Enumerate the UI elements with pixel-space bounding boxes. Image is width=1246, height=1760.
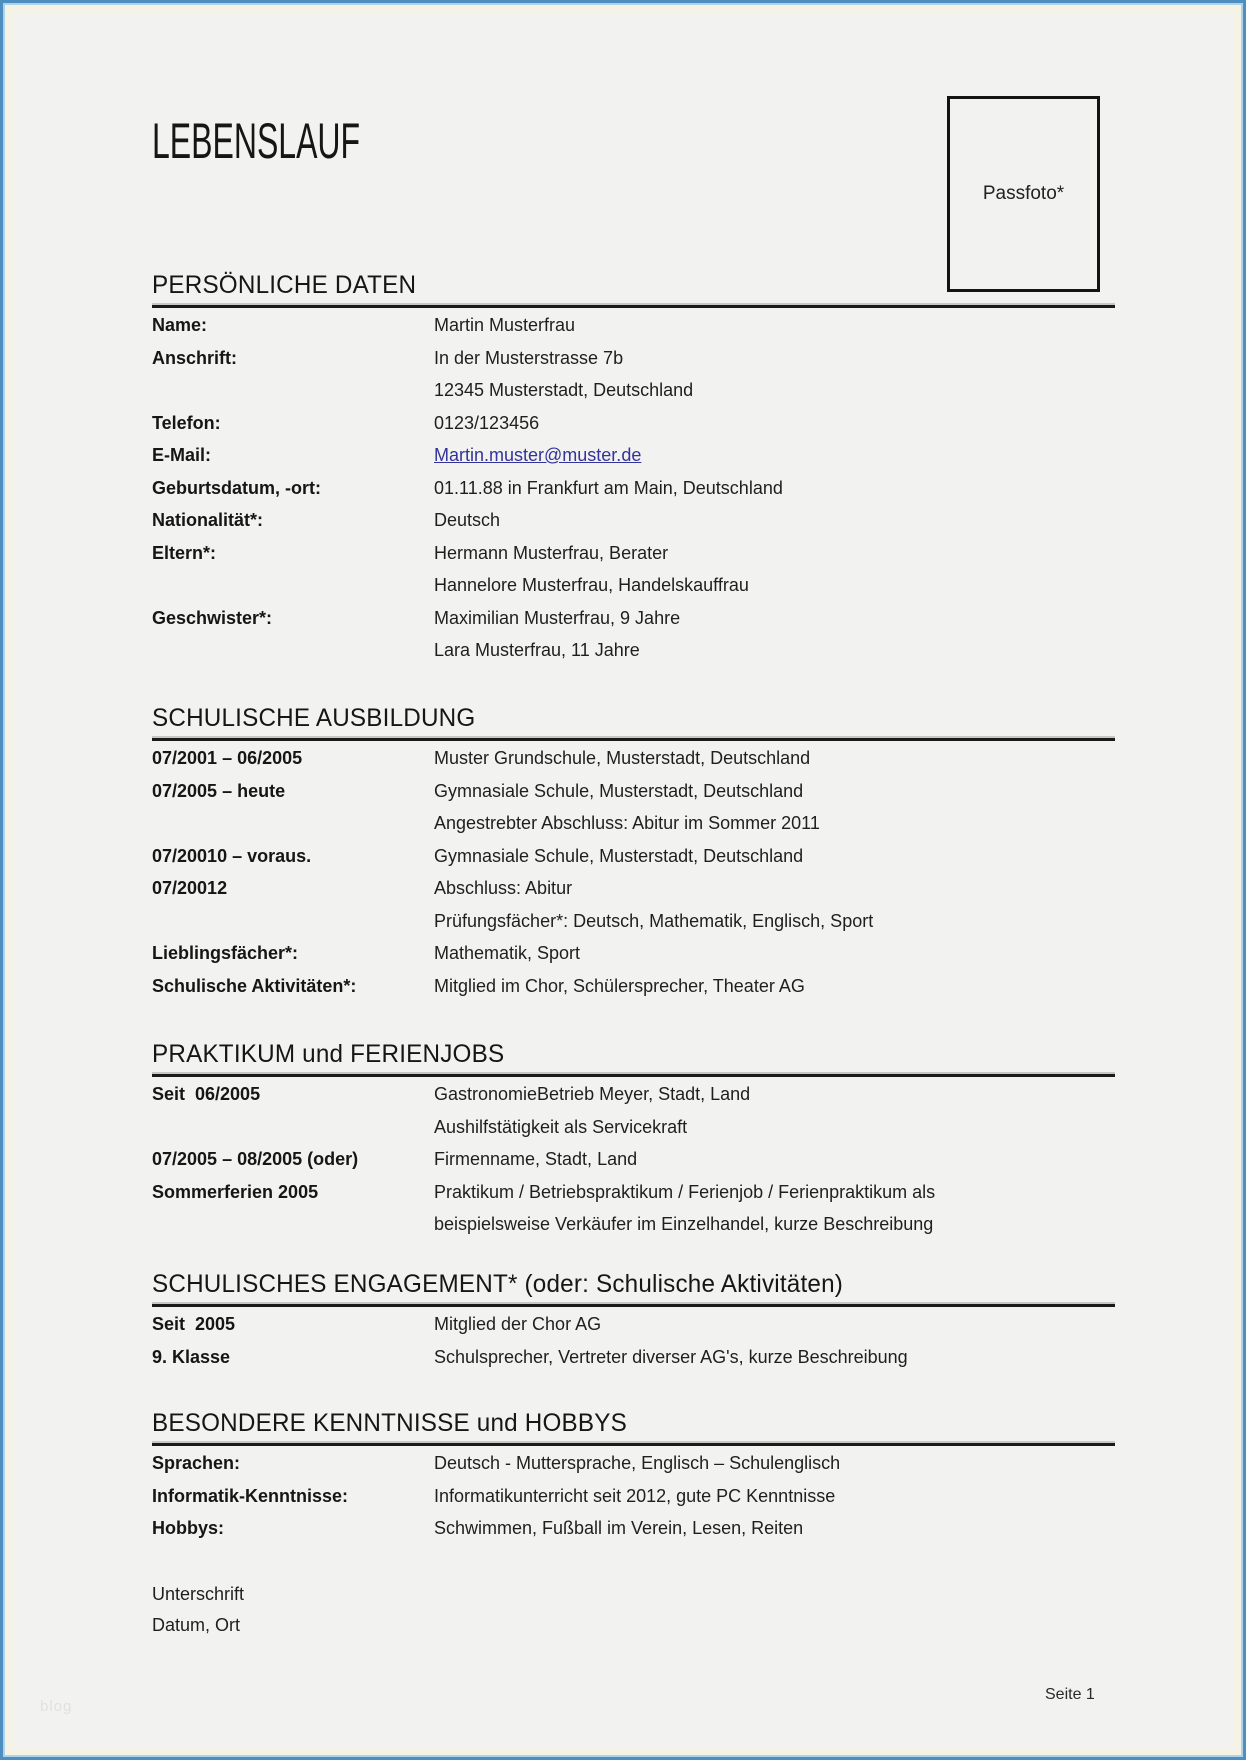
row-value (434, 1078, 1115, 1143)
row-value (434, 537, 1115, 602)
row-value (434, 342, 1115, 407)
row-label-line: 07/20010 – voraus. (152, 845, 312, 866)
row-value (434, 472, 1115, 505)
row-label (152, 840, 434, 905)
section-rows-school-engagement (152, 1308, 1115, 1373)
section-divider (152, 1074, 1115, 1077)
row-label (152, 504, 434, 537)
row-value-line: Schwimmen, Fußball im Verein, Lesen, Reiten (434, 1518, 804, 1538)
row-value-line: beispielsweise Verkäufer im Einzelhandel, kurze Beschreibung (434, 1214, 934, 1234)
row (152, 472, 1115, 505)
section-divider (152, 738, 1115, 741)
row (152, 439, 1115, 472)
section-rows-internships-jobs (152, 1078, 1115, 1241)
row-value-line: Deutsch (434, 510, 501, 530)
row-value (434, 439, 1115, 472)
section-school-education (152, 704, 1115, 1002)
row-label-line: 9. Klasse (152, 1346, 231, 1367)
row-label-line: 07/2005 – heute (152, 780, 286, 801)
row-value (434, 1512, 1115, 1545)
row-value-line: Muster Grundschule, Musterstadt, Deutschland (434, 748, 811, 768)
row-label (152, 970, 434, 1003)
row (152, 937, 1115, 970)
row-label (152, 537, 434, 570)
row-label-line: Schulische Aktivitäten*: (152, 975, 357, 996)
row-label (152, 1078, 434, 1111)
section-divider (152, 1443, 1115, 1446)
row-value-line: Informatikunterricht seit 2012, gute PC Kenntnisse (434, 1485, 836, 1506)
row-value (434, 775, 1115, 840)
row-label (152, 937, 434, 970)
page-number: Seite 1 (1045, 1686, 1095, 1703)
row-value-line: Mathematik, Sport (434, 943, 581, 963)
row-value-line: Hannelore Musterfrau, Handelskauffrau (434, 575, 749, 595)
row (152, 309, 1115, 342)
email-link[interactable]: Martin.muster@muster.de (434, 445, 642, 465)
section-rows-school-education (152, 742, 1115, 1002)
row-value (434, 1447, 1115, 1480)
row-value (434, 1341, 1115, 1374)
row-label-line: Informatik-Kenntnisse: (152, 1485, 349, 1506)
date-place-label: Datum, Ort (152, 1615, 241, 1635)
passport-photo-placeholder (947, 96, 1100, 292)
row-label-line: Nationalität*: (152, 510, 264, 530)
row-value-line: Gymnasiale Schule, Musterstadt, Deutschland (434, 845, 804, 866)
row-label (152, 472, 434, 505)
row-value-line: Gymnasiale Schule, Musterstadt, Deutschland (434, 780, 804, 801)
row-value-line: Maximilian Musterfrau, 9 Jahre (434, 607, 681, 628)
row (152, 742, 1115, 775)
row (152, 1308, 1115, 1341)
row-value-line: Mitglied der Chor AG (434, 1314, 602, 1334)
row (152, 537, 1115, 602)
row-label-line: E-Mail: (152, 445, 212, 465)
row-value-line: Hermann Musterfrau, Berater (434, 542, 669, 563)
section-heading-kenntnisse-hobbys: BESONDERE KENNTNISSE und HOBBYS (152, 1409, 627, 1437)
row-label-line: Telefon: (152, 412, 221, 433)
row-label (152, 1143, 434, 1208)
row-label (152, 602, 434, 635)
row-value (434, 970, 1115, 1003)
row-value (434, 407, 1115, 440)
row-label (152, 1512, 434, 1545)
row-value (434, 309, 1115, 342)
section-personal-data (152, 271, 1115, 667)
row (152, 504, 1115, 537)
row-label-line: Sprachen: (152, 1453, 241, 1473)
row-label (152, 342, 434, 375)
row-label-line: 07/2001 – 06/2005 (152, 748, 303, 768)
row-label (152, 1308, 434, 1341)
row-value-line: In der Musterstrasse 7b (434, 347, 624, 368)
row-value (434, 1480, 1115, 1513)
signature-label: Unterschrift (152, 1584, 245, 1604)
section-heading-schulische-ausbildung: SCHULISCHE AUSBILDUNG (152, 704, 476, 732)
row-label-line: Sommerferien 2005 (152, 1181, 319, 1202)
row-value-line: Deutsch - Muttersprache, Englisch – Schulenglisch (434, 1453, 841, 1473)
row-value-line: 0123/123456 (434, 412, 540, 433)
row-label-line: Name: (152, 315, 208, 335)
section-rows-skills-hobbies (152, 1447, 1115, 1545)
section-rows-personal-data (152, 309, 1115, 667)
row-value-line: Schulsprecher, Vertreter diverser AG's, kurze Beschreibung (434, 1346, 908, 1367)
row-value-line: Lara Musterfrau, 11 Jahre (434, 640, 640, 660)
row-label-line: Anschrift: (152, 347, 237, 368)
row-label-line: Geschwister*: (152, 607, 273, 628)
section-heading-schulisches-engagement: SCHULISCHES ENGAGEMENT* (oder: Schulische Aktivitäten) (152, 1270, 844, 1298)
row-value (434, 504, 1115, 537)
row-value (434, 840, 1115, 938)
row (152, 1512, 1115, 1545)
row (152, 1341, 1115, 1374)
section-internships-jobs (152, 1040, 1115, 1241)
passport-photo-label: Passfoto* (982, 183, 1065, 204)
document-title: LEBENSLAUF (152, 113, 361, 169)
row-value-line: Abschluss: Abitur (434, 878, 573, 898)
row-label (152, 439, 434, 472)
row-label-line: Seit 06/2005 (152, 1084, 261, 1104)
row (152, 840, 1115, 938)
row-label (152, 775, 434, 808)
row (152, 1480, 1115, 1513)
row (152, 1078, 1115, 1143)
row-value-line (434, 439, 1115, 472)
row-value (434, 937, 1115, 970)
row-label (152, 1480, 434, 1513)
row-label-line: Geburtsdatum, -ort: (152, 477, 321, 498)
row-value-line: Firmenname, Stadt, Land (434, 1149, 638, 1169)
section-heading-persoenliche-daten: PERSÖNLICHE DATEN (152, 271, 417, 299)
row-label (152, 1341, 434, 1374)
section-divider (152, 305, 1115, 308)
section-school-engagement (152, 1270, 1115, 1373)
row (152, 1447, 1115, 1480)
section-divider (152, 1304, 1115, 1307)
row-label-line: 07/20012 (152, 878, 228, 898)
row (152, 970, 1115, 1003)
row-label (152, 742, 434, 775)
row-label-line: Eltern*: (152, 542, 217, 563)
row-value-line: Aushilfstätigkeit als Servicekraft (434, 1116, 688, 1137)
row (152, 342, 1115, 407)
watermark-text: blog (40, 1698, 73, 1715)
row-label (152, 309, 434, 342)
row-value-line: 12345 Musterstadt, Deutschland (434, 380, 694, 400)
row-value-line: Mitglied im Chor, Schülersprecher, Theater AG (434, 975, 805, 996)
row-value-line: Prüfungsfächer*: Deutsch, Mathematik, Englisch, Sport (434, 910, 874, 931)
row-label (152, 407, 434, 440)
row-label-line: Hobbys: (152, 1518, 224, 1538)
row (152, 602, 1115, 667)
row-value-line: Martin Musterfrau (434, 315, 576, 335)
row-value-line: GastronomieBetrieb Meyer, Stadt, Land (434, 1084, 751, 1104)
row-value (434, 602, 1115, 667)
row-label (152, 1447, 434, 1480)
row-value-line: 01.11.88 in Frankfurt am Main, Deutschland (434, 477, 783, 498)
row-label-line: Seit 2005 (152, 1314, 236, 1334)
row-value (434, 742, 1115, 775)
row-label-line: 07/2005 – 08/2005 (oder) (152, 1149, 359, 1169)
section-heading-praktikum-ferienjobs: PRAKTIKUM und FERIENJOBS (152, 1040, 505, 1068)
row-value (434, 1308, 1115, 1341)
row-value (434, 1143, 1115, 1241)
row (152, 775, 1115, 840)
row-value-line: Praktikum / Betriebspraktikum / Ferienjob / Ferienpraktikum als (434, 1181, 936, 1202)
row-value-line: Angestrebter Abschluss: Abitur im Sommer 2011 (434, 813, 820, 833)
row (152, 407, 1115, 440)
signature-block (152, 1579, 244, 1641)
section-skills-hobbies (152, 1409, 1115, 1545)
row-label-line: Lieblingsfächer*: (152, 943, 299, 963)
row (152, 1143, 1115, 1241)
